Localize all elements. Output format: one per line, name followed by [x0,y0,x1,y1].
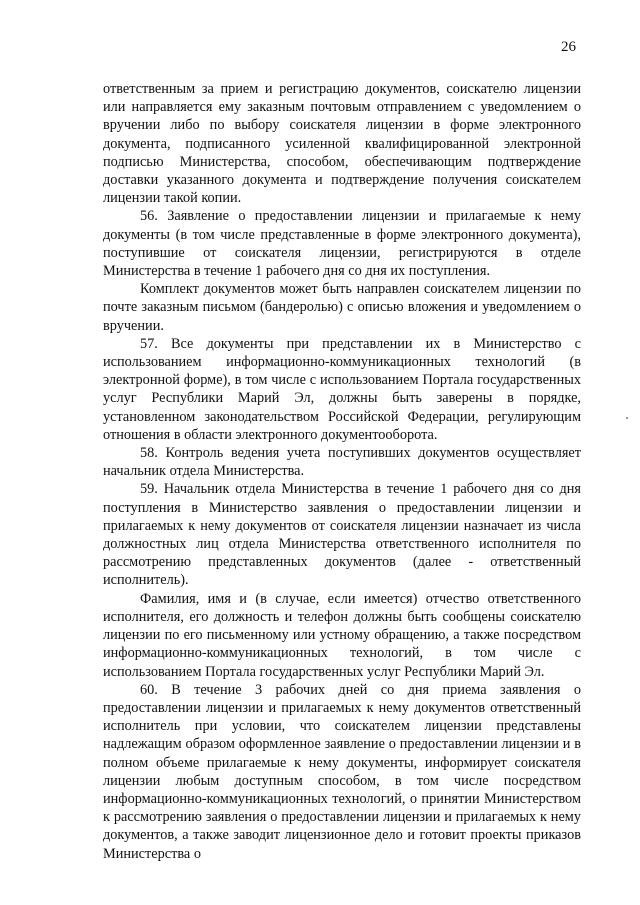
page-number: 26 [561,39,576,55]
paragraph-continuation: ответственным за прием и регистрацию документов, соискателю лицензии или направляется ему заказным почтовым отправлением с уведомлением о вручении либо по выбору соискателя лицензии в форме электронного документа, подписанного усиленной квалифицированной электронной подписью Министерства, способом, обеспечивающим подтверждение доставки указанного документа и подтверждение получения соискателем лицензии такой копии. [103,81,581,207]
scan-speck [626,417,628,419]
document-body [103,80,581,863]
paragraph-57: 57. Все документы при представлении их в Министерство с использованием информационно-коммуникационных технологий (в электронной форме), в том числе с использованием Портала государственных услуг Республики Марий Эл, должны быть заверены в порядке, установленном законодательством Российской Федерации, регулирующим отношения в области электронного документооборота. [103,335,581,443]
paragraph-60: 60. В течение 3 рабочих дней со дня приема заявления о предоставлении лицензии и прилагаемых к нему документов ответственный исполнитель при условии, что соискателем лицензии представлены надлежащим образом оформленное заявление о предоставлении лицензии и в полном объеме прилагаемые к нему документы, информирует соискателя лицензии любым доступным способом, в том числе посредством информационно-коммуникационных технологий, о принятии Министерством к рассмотрению заявления о предоставлении лицензии и прилагаемых к нему документов, а также заводит лицензионное дело и готовит проекты приказов Министерства о [103,681,581,862]
paragraph-56: 56. Заявление о предоставлении лицензии и прилагаемые к нему документы (в том числе представленные в форме электронного документа), поступившие от соискателя лицензии, регистрируются в отделе Министерства в течение 1 рабочего дня со дня их поступления. [103,208,581,280]
paragraph-58: 58. Контроль ведения учета поступивших документов осуществляет начальник отдела Министерства. [103,445,581,480]
paragraph-59-responsible-name: Фамилия, имя и (в случае, если имеется) отчество ответственного исполнителя, его должность и телефон должны быть сообщены соискателю лицензии по его письменному или устному обращению, а также посредством информационно-коммуникационных технологий, в том числе с использованием Портала государственных услуг Республики Марий Эл. [103,590,581,680]
paragraph-56-document-set: Комплект документов может быть направлен соискателем лицензии по почте заказным письмом (бандеролью) с описью вложения и уведомлением о вручении. [103,281,581,334]
paragraph-59: 59. Начальник отдела Министерства в течение 1 рабочего дня со дня поступления в Министерство заявления о предоставлении лицензии и прилагаемых к нему документов от соискателя лицензии назначает из числа должностных лиц отдела Министерства ответственного исполнителя по рассмотрению представленных документов (далее - ответственный исполнитель). [103,481,581,589]
